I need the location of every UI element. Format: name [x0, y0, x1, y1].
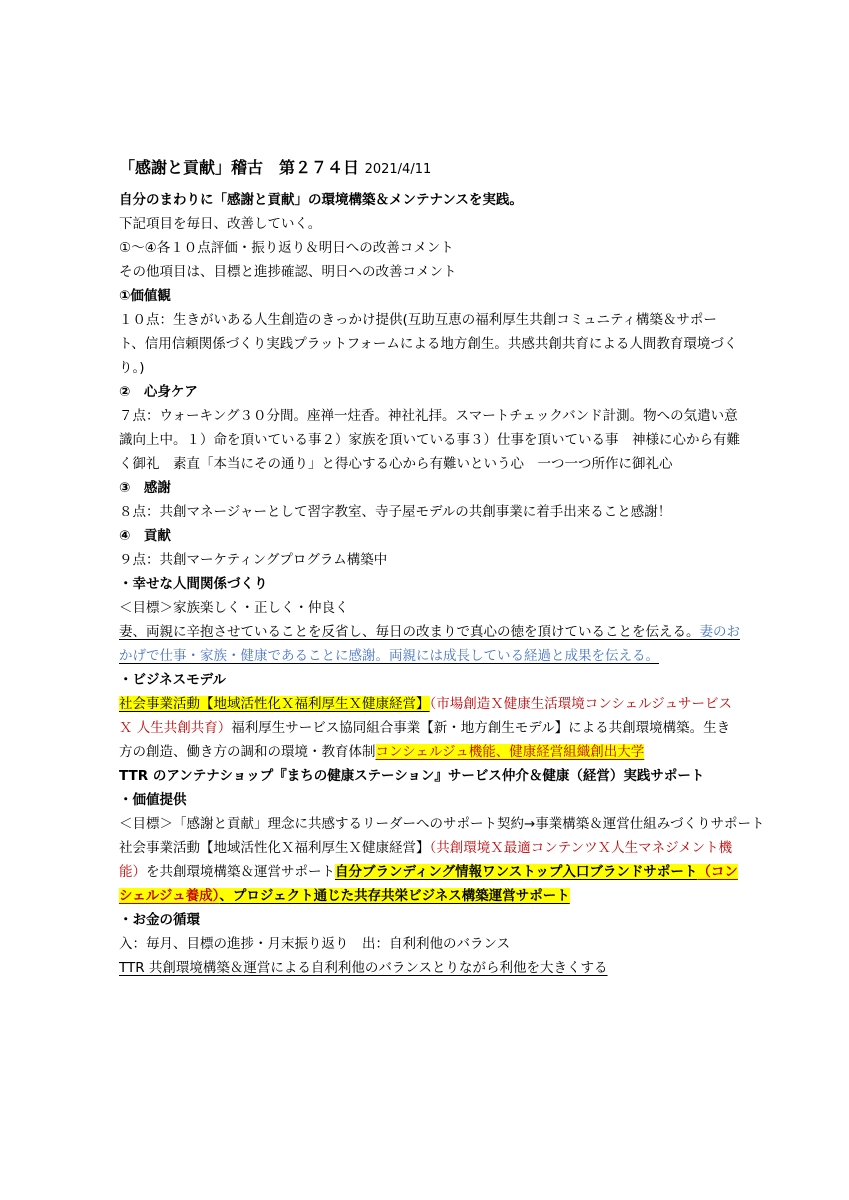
- business-heading: ・ビジネスモデル: [119, 672, 226, 688]
- value-part-2: （共創環境Ｘ最適コンテンツＸ人生マネジメント機能）: [119, 840, 733, 880]
- intro-line-2: ①～④各１０点評価・振り返り＆明日への改善コメント: [119, 240, 454, 256]
- value-part-5: （コンシェルジュ養成）: [119, 864, 738, 904]
- value-heading: ・価値提供: [119, 792, 187, 808]
- money-heading: ・お金の循環: [119, 912, 200, 928]
- money-line-2: TTR 共創環境構築＆運営による自利利他のバランスとりながら利他を大きくする: [119, 960, 608, 976]
- title-main: 「感謝と貢献」稽古 第２７４日: [119, 158, 360, 177]
- business-part-2: （市場創造Ｘ健康生活環境コンシェルジュサービス Ｘ 人生共創共育）: [119, 696, 733, 736]
- section-values-body: １０点：生きがいある人生創造のきっかけ提供(互助互恵の福利厚生共創コミュニティ構築＆サポート、信用信頼関係づくり実践プラットフォームによる地方創生。共感共創共育による人間教育環境づくり。): [119, 312, 738, 376]
- business-part-1: 社会事業活動【地域活性化Ｘ福利厚生Ｘ健康経営】: [119, 696, 430, 712]
- relations-text: [119, 620, 741, 668]
- section-body-mind-heading: ② 心身ケア: [119, 384, 198, 400]
- relations-goal: ＜目標＞家族楽しく・正しく・仲良く: [119, 600, 349, 616]
- relations-text-blue: 妻のおかげで仕事・家族・健康であることに感謝。両親には成長している経過と成果を伝える。: [119, 624, 740, 664]
- section-contribution-heading: ④ 貢献: [119, 528, 171, 544]
- value-part-6: 、プロジェクト通じた共存共栄ビジネス構築運営サポート: [219, 888, 570, 904]
- section-gratitude-body: ８点：共創マネージャーとして習字教室、寺子屋モデルの共創事業に着手出来ること感謝！: [119, 504, 672, 520]
- value-part-1: 社会事業活動【地域活性化Ｘ福利厚生Ｘ健康経営】: [119, 840, 430, 856]
- value-text: [119, 836, 741, 908]
- value-part-4: 自分ブランディング情報ワンストップ入口ブランドサポート: [335, 864, 698, 880]
- page-title: [119, 148, 741, 188]
- section-contribution-body: ９点：共創マーケティングプログラム構築中: [119, 552, 388, 568]
- business-part-4: コンシェルジュ機能、健康経営組織創出大学: [375, 744, 645, 760]
- business-text: [119, 692, 741, 764]
- business-part-3: 福利厚生サービス協同組合事業【新・地方創生モデル】による共創環境構築。生き方の創造、働き方の調和の環境・教育体制: [119, 720, 731, 760]
- relations-heading: ・幸せな人間関係づくり: [119, 576, 268, 592]
- value-part-3: を共創環境構築＆運営サポート: [146, 864, 335, 880]
- money-line-1: 入：毎月、目標の進捗・月末振り返り 出：自利利他のバランス: [119, 936, 511, 952]
- relations-text-black: 妻、両親に辛抱させていることを反省し、毎日の改まりで真心の徳を頂けていることを伝える。: [119, 624, 700, 640]
- section-values-heading: ①価値観: [119, 288, 171, 304]
- intro-line-3: その他項目は、目標と進捗確認、明日への改善コメント: [119, 264, 457, 280]
- section-body-mind-body: ７点：ウォーキング３０分間。座禅一炷香。神社礼拝。スマートチェックバンド計測。物への気遣い意識向上中。１）命を頂いている事２）家族を頂いている事３）仕事を頂いている事 神様に心から有難く御礼 素直「本当にその通り」と得心する心から有難いという心 一つ一つ所作に御礼心: [119, 408, 740, 472]
- intro-heading: 自分のまわりに「感謝と貢献」の環境構築＆メンテナンスを実践。: [119, 192, 523, 208]
- document-content: [119, 148, 765, 980]
- value-goal: ＜目標＞「感謝と貢献」理念に共感するリーダーへのサポート契約→事業構築＆運営仕組みづくりサポート: [119, 816, 765, 832]
- section-gratitude-heading: ③ 感謝: [119, 480, 171, 496]
- title-date: 2021/4/11: [364, 162, 432, 177]
- business-ttr: TTR のアンテナショップ『まちの健康ステーション』サービス仲介＆健康（経営）実践サポート: [119, 768, 705, 784]
- intro-line-1: 下記項目を毎日、改善していく。: [119, 216, 322, 232]
